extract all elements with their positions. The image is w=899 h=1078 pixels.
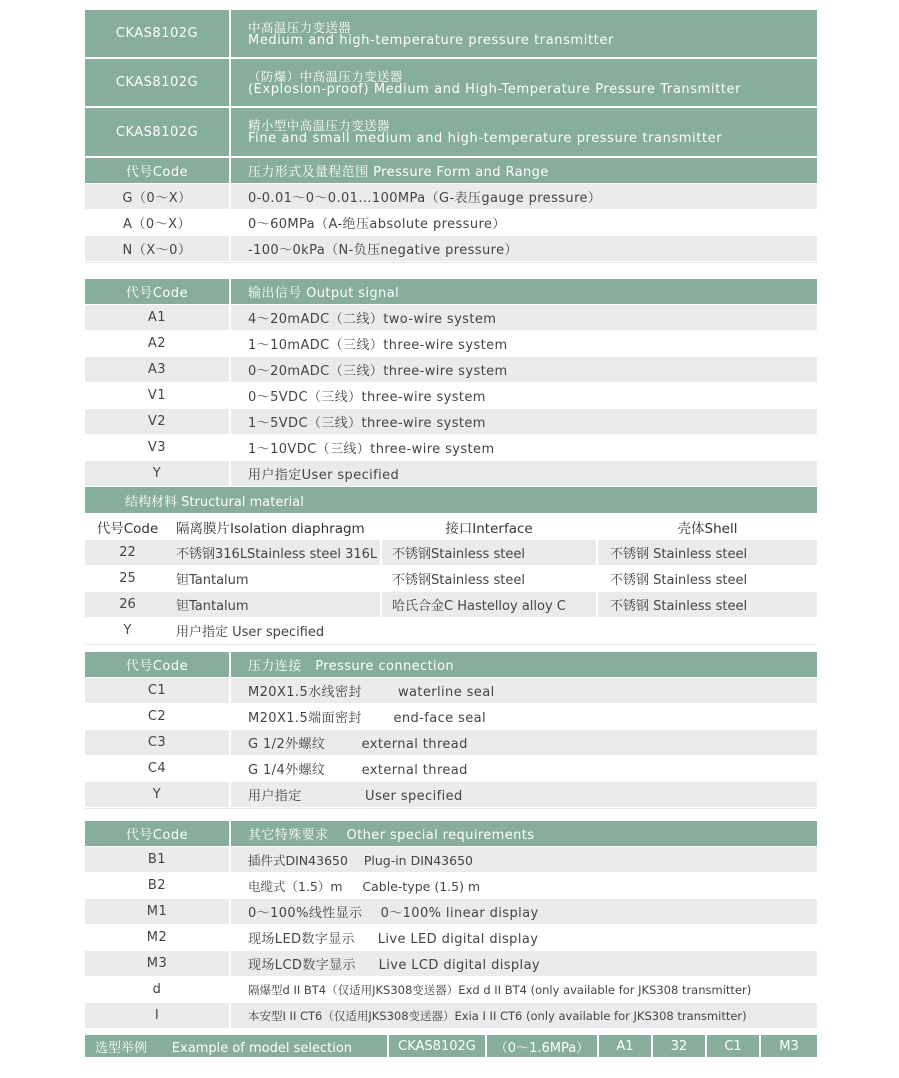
- row-diaphragm: 钽Tantalum: [176, 599, 249, 614]
- col-shell: 壳体Shell: [596, 514, 817, 539]
- row-code: Y: [152, 466, 162, 481]
- table-row: [85, 461, 817, 487]
- table-row: [85, 618, 817, 644]
- header-desc: 压力形式及量程范围 Pressure Form and Range: [229, 158, 817, 183]
- header-code: 代号Code: [125, 659, 189, 674]
- section-divider: [85, 808, 817, 821]
- table-row: [85, 782, 817, 808]
- material-column-headers: [85, 514, 817, 540]
- row-desc: 插件式DIN43650 Plug-in DIN43650: [229, 847, 817, 872]
- model-code: CKAS8102G: [115, 26, 199, 41]
- row-interface: [380, 618, 596, 643]
- row-code: Y: [152, 787, 162, 802]
- table-row: [85, 1003, 817, 1029]
- example-connection: C1: [705, 1035, 759, 1057]
- row-desc: M20X1.5端面密封 end-face seal: [229, 704, 817, 729]
- section-divider: [85, 262, 817, 279]
- title-zh: 中高温压力变送器: [248, 19, 352, 35]
- col-interface: 接口Interface: [380, 514, 596, 539]
- row-desc: 4～20mADC（二线）two-wire system: [229, 305, 817, 330]
- example-material: 32: [651, 1035, 705, 1057]
- row-desc: 0～20mADC（三线）three-wire system: [229, 357, 817, 382]
- model-code: CKAS8102G: [115, 75, 199, 90]
- header-code: 代号Code: [125, 828, 189, 843]
- row-interface: 哈氏合金C Hastelloy alloy C: [380, 592, 596, 617]
- row-desc: M20X1.5水线密封 waterline seal: [229, 678, 817, 703]
- row-code: N（X～0）: [122, 243, 192, 258]
- row-code: Y: [123, 623, 132, 638]
- table-row: [85, 210, 817, 236]
- row-desc: 现场LED数字显示 Live LED digital display: [229, 925, 817, 950]
- row-shell: [596, 618, 817, 643]
- row-desc: G 1/2外螺纹 external thread: [229, 730, 817, 755]
- row-desc: 1～5VDC（三线）three-wire system: [229, 409, 817, 434]
- header-desc: 压力连接 Pressure connection: [229, 652, 817, 677]
- row-shell: 不锈钢 Stainless steel: [596, 540, 817, 565]
- table-row: [85, 977, 817, 1003]
- row-code: G（0～X）: [122, 191, 192, 206]
- title-en: Medium and high-temperature pressure transmitter: [248, 32, 614, 48]
- example-output: A1: [597, 1035, 651, 1057]
- pressure-header: [85, 158, 817, 184]
- title-en: Fine and small medium and high-temperature pressure transmitter: [248, 131, 723, 146]
- row-code: V2: [147, 414, 167, 429]
- table-row: [85, 184, 817, 210]
- header-code: 代号Code: [125, 286, 189, 301]
- header-desc: 其它特殊要求 Other special requirements: [229, 821, 817, 846]
- row-desc: 电缆式（1.5）m Cable-type (1.5) m: [229, 873, 817, 898]
- row-code: C3: [147, 735, 167, 750]
- table-row: [85, 704, 817, 730]
- col-diaphragm: 隔离膜片Isolation diaphragm: [176, 520, 365, 537]
- row-desc: 本安型I II CT6（仅适用JKS308变送器）Exia I II CT6 (only available for JKS308 transmitter): [229, 1003, 817, 1028]
- row-interface: 不锈钢Stainless steel: [380, 540, 596, 565]
- row-desc: 隔爆型d II BT4（仅适用JKS308变送器）Exd d II BT4 (only available for JKS308 transmitter): [229, 977, 817, 1002]
- row-shell: 不锈钢 Stainless steel: [596, 592, 817, 617]
- table-row: [85, 847, 817, 873]
- row-code: A2: [147, 336, 167, 351]
- table-row: [85, 678, 817, 704]
- row-code: C2: [147, 709, 167, 724]
- row-code: V1: [147, 388, 167, 403]
- header-desc: 输出信号 Output signal: [229, 279, 817, 304]
- title-row: [85, 10, 817, 59]
- output-header: [85, 279, 817, 305]
- row-shell: 不锈钢 Stainless steel: [596, 566, 817, 591]
- row-code: d: [152, 982, 162, 997]
- row-code: M2: [146, 930, 168, 945]
- table-row: [85, 899, 817, 925]
- table-row: [85, 435, 817, 461]
- section-divider: [85, 644, 817, 652]
- example-range: （0～1.6MPa）: [485, 1035, 597, 1057]
- row-code: M3: [146, 956, 168, 971]
- material-header: 结构材料 Structural material: [85, 487, 817, 514]
- row-code: B1: [147, 852, 167, 867]
- col-code: 代号Code: [96, 520, 159, 537]
- table-row: [85, 951, 817, 977]
- row-diaphragm: 钽Tantalum: [176, 573, 249, 588]
- table-row: [85, 873, 817, 899]
- table-row: [85, 730, 817, 756]
- row-diaphragm: 用户指定 User specified: [176, 625, 325, 640]
- row-desc: 用户指定User specified: [229, 461, 817, 486]
- example-model: CKAS8102G: [387, 1035, 485, 1057]
- row-code: A1: [147, 310, 167, 325]
- table-row: [85, 357, 817, 383]
- row-code: 25: [119, 571, 136, 586]
- row-desc: 1～10mADC（三线）three-wire system: [229, 331, 817, 356]
- example-special: M3: [759, 1035, 817, 1057]
- title-zh: （防爆）中高温压力变送器: [248, 68, 403, 84]
- connection-header: [85, 652, 817, 678]
- row-desc: 0-0.01～0～0.01...100MPa（G-表压gauge pressure）: [229, 184, 817, 209]
- row-diaphragm: 不锈钢316LStainless steel 316L: [176, 547, 378, 562]
- table-row: [85, 331, 817, 357]
- row-code: 26: [119, 597, 136, 612]
- row-desc: 现场LCD数字显示 Live LCD digital display: [229, 951, 817, 976]
- table-row: [85, 409, 817, 435]
- row-code: A（0～X）: [122, 217, 192, 232]
- row-desc: 0～5VDC（三线）three-wire system: [229, 383, 817, 408]
- row-desc: G 1/4外螺纹 external thread: [229, 756, 817, 781]
- table-row: [85, 305, 817, 331]
- special-header: [85, 821, 817, 847]
- title-en: (Explosion-proof) Medium and High-Temperature Pressure Transmitter: [248, 81, 742, 97]
- row-desc: 用户指定 User specified: [229, 782, 817, 807]
- selection-table: [85, 10, 817, 1057]
- row-desc: 0～60MPa（A-绝压absolute pressure）: [229, 210, 817, 235]
- table-row: [85, 925, 817, 951]
- row-code: C1: [147, 683, 167, 698]
- table-row: [85, 236, 817, 262]
- row-code: I: [154, 1008, 160, 1023]
- row-interface: 不锈钢Stainless steel: [380, 566, 596, 591]
- header-code: 代号Code: [125, 165, 189, 180]
- table-row: [85, 592, 817, 618]
- row-code: V3: [147, 440, 167, 455]
- model-code: CKAS8102G: [115, 124, 199, 140]
- row-code: 22: [119, 545, 136, 560]
- table-row: [85, 566, 817, 592]
- row-code: A3: [147, 362, 167, 377]
- row-code: M1: [146, 904, 168, 919]
- row-code: B2: [147, 878, 167, 893]
- row-desc: 1～10VDC（三线）three-wire system: [229, 435, 817, 460]
- title-row: [85, 108, 817, 158]
- table-row: [85, 383, 817, 409]
- example-label: 选型举例 Example of model selection: [95, 1040, 353, 1056]
- table-row: [85, 540, 817, 566]
- row-desc: -100～0kPa（N-负压negative pressure）: [229, 236, 817, 261]
- table-row: [85, 756, 817, 782]
- row-code: C4: [147, 761, 167, 776]
- title-row: [85, 59, 817, 108]
- row-desc: 0～100%线性显示 0～100% linear display: [229, 899, 817, 924]
- example-row: [85, 1035, 817, 1057]
- title-zh: 精小型中高温压力变送器: [248, 118, 390, 133]
